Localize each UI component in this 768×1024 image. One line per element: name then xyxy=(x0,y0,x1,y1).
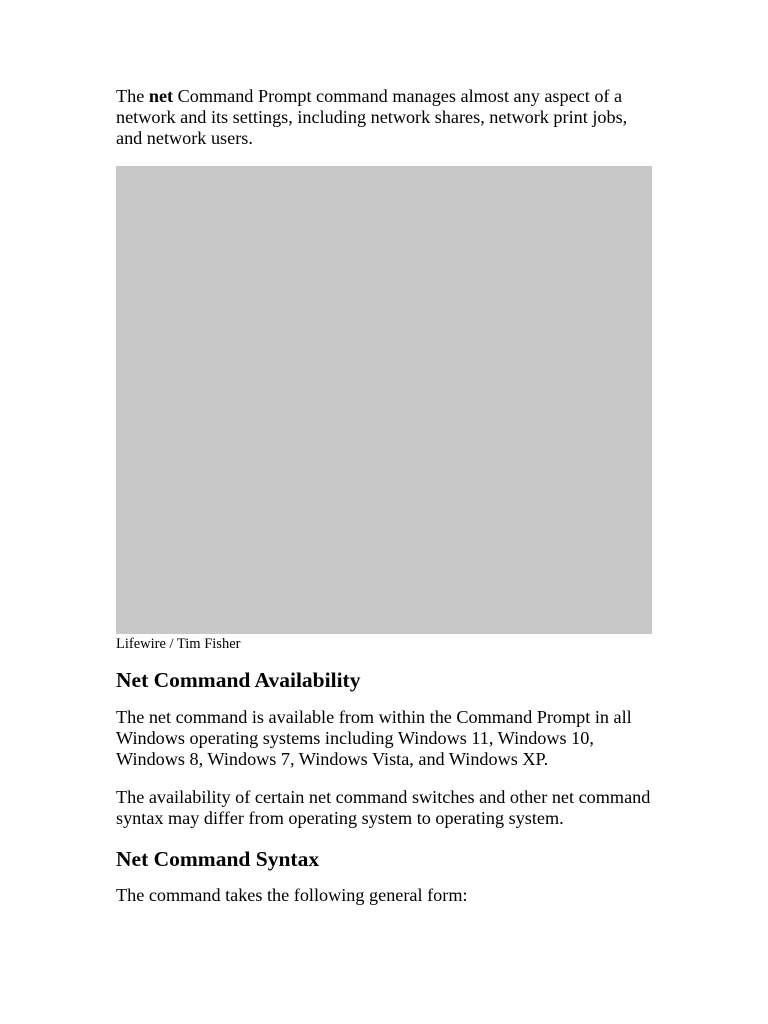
heading-availability: Net Command Availability xyxy=(116,668,361,692)
article-body xyxy=(116,86,656,906)
image-caption: Lifewire / Tim Fisher xyxy=(116,636,241,652)
availability-paragraph-1: The net command is available from within the Command Prompt in all Windows operating systems including Windows 11, Windows 10, Windows 8, Windows 7, Windows Vista, and Windows XP. xyxy=(116,707,632,769)
intro-text-post: Command Prompt command manages almost any aspect of a network and its settings, including network shares, network print jobs, and network users. xyxy=(116,86,628,148)
syntax-paragraph: The command takes the following general form: xyxy=(116,885,468,905)
intro-paragraph xyxy=(116,86,656,149)
article-image-placeholder xyxy=(116,166,652,634)
intro-command-name: net xyxy=(148,86,174,106)
heading-syntax: Net Command Syntax xyxy=(116,847,320,871)
availability-paragraph-2: The availability of certain net command switches and other net command syntax may differ from operating system to operating system. xyxy=(116,787,651,828)
intro-text-pre: The xyxy=(116,86,149,106)
